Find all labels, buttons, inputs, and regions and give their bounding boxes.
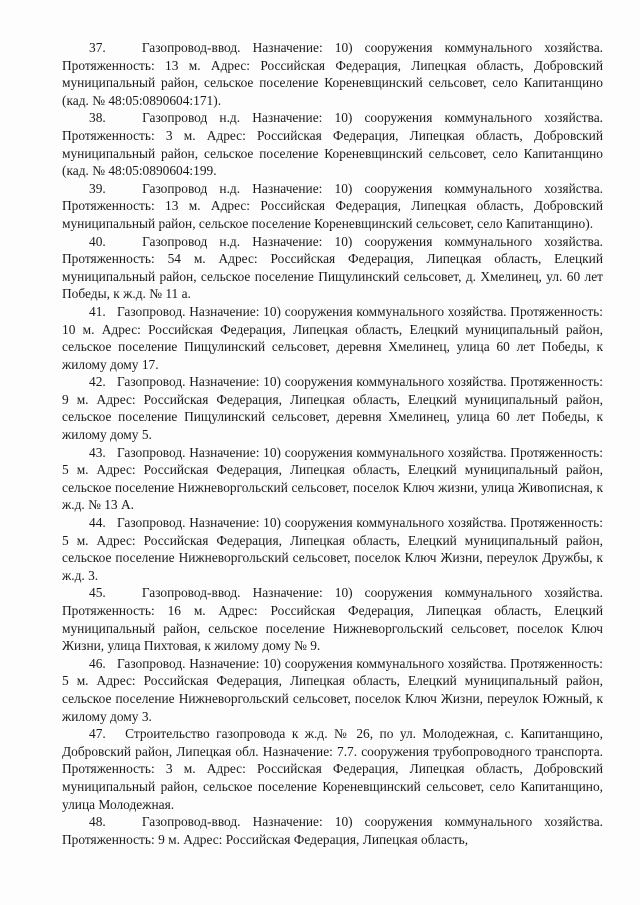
document-body xyxy=(62,39,603,848)
list-item: 48. Газопровод-ввод. Назначение: 10) сооружения коммунального хозяйства. Протяженность: 9 м. Адрес: Российская Федерация, Липецкая область, xyxy=(62,814,603,847)
list-item: 43. Газопровод. Назначение: 10) сооружения коммунального хозяйства. Протяженность: 5 м. Адрес: Российская Федерация, Липецкая область, Елецкий муниципальный район, сельское поселение Нижневоргольский сельсовет, поселок Ключ жизни, улица Живописная, к ж.д. № 13 А. xyxy=(62,444,603,513)
list-item: 42. Газопровод. Назначение: 10) сооружения коммунального хозяйства. Протяженность: 9 м. Адрес: Российская Федерация, Липецкая область, Елецкий муниципальный район, сельское поселение Пищулинский сельсовет, деревня Хмелинец, улица 60 лет Победы, к жилому дому 5. xyxy=(62,374,603,443)
list-item: 46. Газопровод. Назначение: 10) сооружения коммунального хозяйства. Протяженность: 5 м. Адрес: Российская Федерация, Липецкая область, Елецкий муниципальный район, сельское поселение Нижневоргольский сельсовет, поселок Ключ Жизни, переулок Южный, к жилому дому 3. xyxy=(62,655,603,724)
list-item: 44. Газопровод. Назначение: 10) сооружения коммунального хозяйства. Протяженность: 5 м. Адрес: Российская Федерация, Липецкая область, Елецкий муниципальный район, сельское поселение Нижневоргольский сельсовет, поселок Ключ Жизни, переулок Дружбы, к ж.д. 3. xyxy=(62,515,603,583)
list-item: 41. Газопровод. Назначение: 10) сооружения коммунального хозяйства. Протяженность: 10 м. Адрес: Российская Федерация, Липецкая область, Елецкий муниципальный район, сельское поселение Пищулинский сельсовет, деревня Хмелинец, улица 60 лет Победы, к жилому дому 17. xyxy=(62,303,603,372)
list-item: 38. Газопровод н.д. Назначение: 10) сооружения коммунального хозяйства. Протяженность: 3 м. Адрес: Российская Федерация, Липецкая область, Добровский муниципальный район, сельское поселение Кореневщинский сельсовет, село Капитанщино (кад. № 48:05:0890604:199. xyxy=(62,110,603,179)
list-item: 47. Строительство газопровода к ж.д. № 26, по ул. Молодежная, с. Капитанщино, Добровский район, Липецкая обл. Назначение: 7.7. сооружения трубопроводного транспорта. Протяженность: 3 м. Адрес: Российская Федерация, Липецкая область, Добровский муниципальный район, сельское поселение Кореневщинский сельсовет, село Капитанщино, улица Молодежная. xyxy=(62,726,603,812)
list-item: 37. Газопровод-ввод. Назначение: 10) сооружения коммунального хозяйства. Протяженность: 13 м. Адрес: Российская Федерация, Липецкая область, Добровский муниципальный район, сельское поселение Кореневщинский сельсовет, село Капитанщино (кад. № 48:05:0890604:171). xyxy=(62,40,603,108)
list-item: 39. Газопровод н.д. Назначение: 10) сооружения коммунального хозяйства. Протяженность: 13 м. Адрес: Российская Федерация, Липецкая область, Добровский муниципальный район, сельское поселение Кореневщинский сельсовет, село Капитанщино). xyxy=(62,180,603,231)
list-item: 40. Газопровод н.д. Назначение: 10) сооружения коммунального хозяйства. Протяженность: 54 м. Адрес: Российская Федерация, Липецкая область, Елецкий муниципальный район, сельское поселение Пищулинский сельсовет, д. Хмелинец, ул. 60 лет Победы, к ж.д. № 11 а. xyxy=(62,233,603,302)
list-item: 45. Газопровод-ввод. Назначение: 10) сооружения коммунального хозяйства. Протяженность: 16 м. Адрес: Российская Федерация, Липецкая область, Елецкий муниципальный район, сельское поселение Нижневоргольский сельсовет, поселок Ключ Жизни, улица Пихтовая, к жилому дому № 9. xyxy=(62,585,603,654)
